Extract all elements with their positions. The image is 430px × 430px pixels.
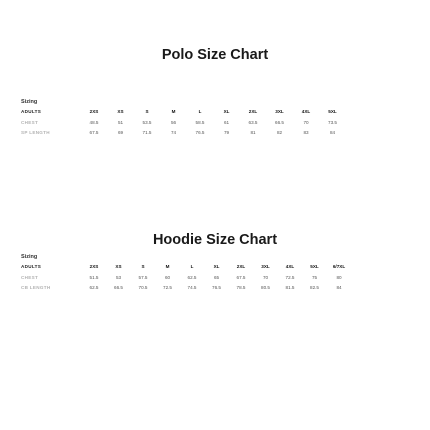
value-cell: 72.5 — [285, 274, 295, 280]
measurement-row — [21, 130, 421, 138]
value-cell: 69 — [117, 130, 124, 135]
measurement-row — [21, 275, 421, 283]
value-cell: 73.5 — [328, 119, 337, 125]
value-cell: 74.5 — [187, 285, 197, 290]
size-cell: 3XL — [261, 264, 270, 269]
size-header-row — [21, 109, 421, 117]
size-cell: S — [145, 109, 149, 114]
size-cell: 2XS — [89, 109, 99, 114]
size-cell: S — [141, 264, 145, 269]
value-cell: 51 — [117, 119, 124, 125]
value-cell: 63.5 — [248, 119, 258, 125]
row-label: CB LENGTH — [21, 285, 51, 290]
size-cell: XS — [115, 264, 122, 269]
size-cell: XL — [223, 109, 230, 114]
value-cell: 70 — [303, 119, 309, 125]
row-label: ADULTS — [21, 264, 42, 269]
value-cell: 76.5 — [212, 285, 221, 290]
value-cell: 66.5 — [275, 119, 284, 125]
size-cell: 2XL — [236, 264, 246, 269]
row-label: ADULTS — [21, 109, 42, 114]
hoodie-section-label: Sizing — [21, 254, 38, 260]
polo-title: Polo Size Chart — [161, 47, 269, 63]
value-cell: 75 — [311, 274, 318, 280]
size-cell: XS — [117, 109, 124, 114]
value-cell: 71.5 — [142, 130, 152, 135]
value-cell: 82 — [276, 130, 283, 135]
size-cell: 6/7XL — [332, 264, 346, 269]
value-cell: 61 — [223, 119, 230, 125]
value-cell: 53.5 — [142, 119, 152, 125]
value-cell: 58.5 — [195, 119, 205, 125]
size-header-row — [21, 264, 421, 272]
value-cell: 82.5 — [310, 285, 319, 290]
value-cell: 53 — [115, 274, 122, 280]
value-cell: 70 — [262, 274, 269, 280]
row-label: SP LENGTH — [21, 130, 50, 135]
value-cell: 56 — [170, 119, 177, 125]
value-cell: 84 — [329, 130, 336, 135]
value-cell: 67.5 — [236, 274, 246, 280]
value-cell: 51.5 — [89, 274, 99, 280]
size-cell: 4XL — [285, 264, 295, 269]
value-cell: 48.5 — [89, 119, 99, 125]
value-cell: 70.5 — [138, 285, 148, 290]
value-cell: 65 — [213, 274, 220, 280]
row-label: CHEST — [21, 119, 39, 125]
polo-section-label: Sizing — [21, 99, 38, 105]
value-cell: 62.5 — [89, 285, 99, 290]
value-cell: 81 — [250, 130, 256, 135]
size-cell: L — [198, 109, 202, 114]
size-cell: XL — [213, 264, 220, 269]
value-cell: 57.5 — [138, 274, 148, 280]
value-cell: 74 — [170, 130, 177, 135]
row-label: CHEST — [21, 274, 39, 280]
value-cell: 76.5 — [195, 130, 205, 135]
size-cell: 2XS — [89, 264, 99, 269]
value-cell: 66.5 — [114, 285, 123, 290]
measurement-row — [21, 120, 421, 128]
size-cell: M — [165, 264, 170, 269]
size-cell: 3XL — [275, 109, 284, 114]
size-cell: 4XL — [301, 109, 311, 114]
value-cell: 72.5 — [163, 285, 172, 290]
value-cell: 60 — [164, 274, 171, 280]
size-cell: M — [171, 109, 176, 114]
value-cell: 80.5 — [261, 285, 270, 290]
value-cell: 81.5 — [285, 285, 295, 290]
value-cell: 83 — [303, 130, 309, 135]
size-cell: 5XL — [310, 264, 319, 269]
value-cell: 84 — [336, 285, 342, 290]
value-cell: 62.5 — [187, 274, 197, 280]
value-cell: 78.5 — [236, 285, 246, 290]
size-cell: 5XL — [328, 109, 337, 114]
size-cell: L — [190, 264, 194, 269]
value-cell: 80 — [336, 274, 342, 280]
value-cell: 67.5 — [89, 130, 99, 135]
measurement-row — [21, 285, 421, 293]
value-cell: 79 — [223, 130, 230, 135]
hoodie-title: Hoodie Size Chart — [152, 232, 278, 248]
size-cell: 2XL — [248, 109, 258, 114]
